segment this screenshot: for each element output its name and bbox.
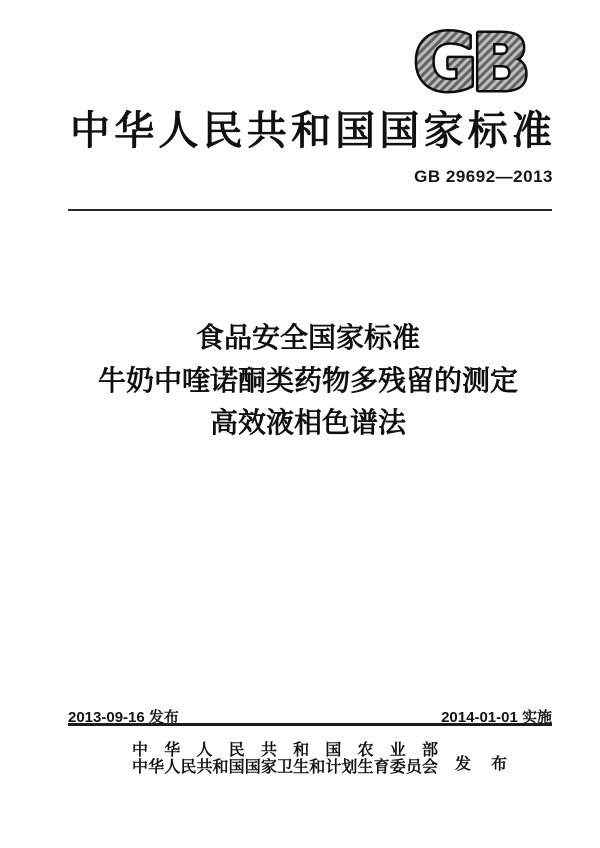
title-hplc-method: 高效液相色谱法 — [209, 407, 406, 438]
gb-logo — [406, 28, 532, 98]
publish-label: 发 布 — [455, 756, 507, 773]
publisher-block — [132, 742, 438, 776]
title-determination-quinolones-milk: 牛奶中喹诺酮类药物多残留的测定 — [97, 365, 518, 396]
publisher-ministry-of-agriculture: 中 华 人 民 共 和 国 农 业 部 — [132, 742, 438, 759]
national-standard-heading: 中 华 人 民 共 和 国 国 家 标 准 — [70, 108, 552, 153]
gb-logo-icon — [406, 28, 532, 98]
standard-number: GB 29692—2013 — [414, 167, 553, 186]
title-food-safety-standard: 食品安全国家标准 — [195, 322, 420, 353]
footer-divider — [68, 723, 552, 726]
header-divider — [68, 209, 552, 211]
gb-logo-text: GB — [413, 28, 525, 98]
issue-date: 2013-09-16 发布 — [68, 709, 179, 726]
publisher-health-family-planning-commission: 中 华 人 民 共 和 国 国 家 卫 生 和 计 划 生 育 委 员 会 — [132, 759, 438, 776]
effective-date: 2014-01-01 实施 — [441, 709, 552, 726]
